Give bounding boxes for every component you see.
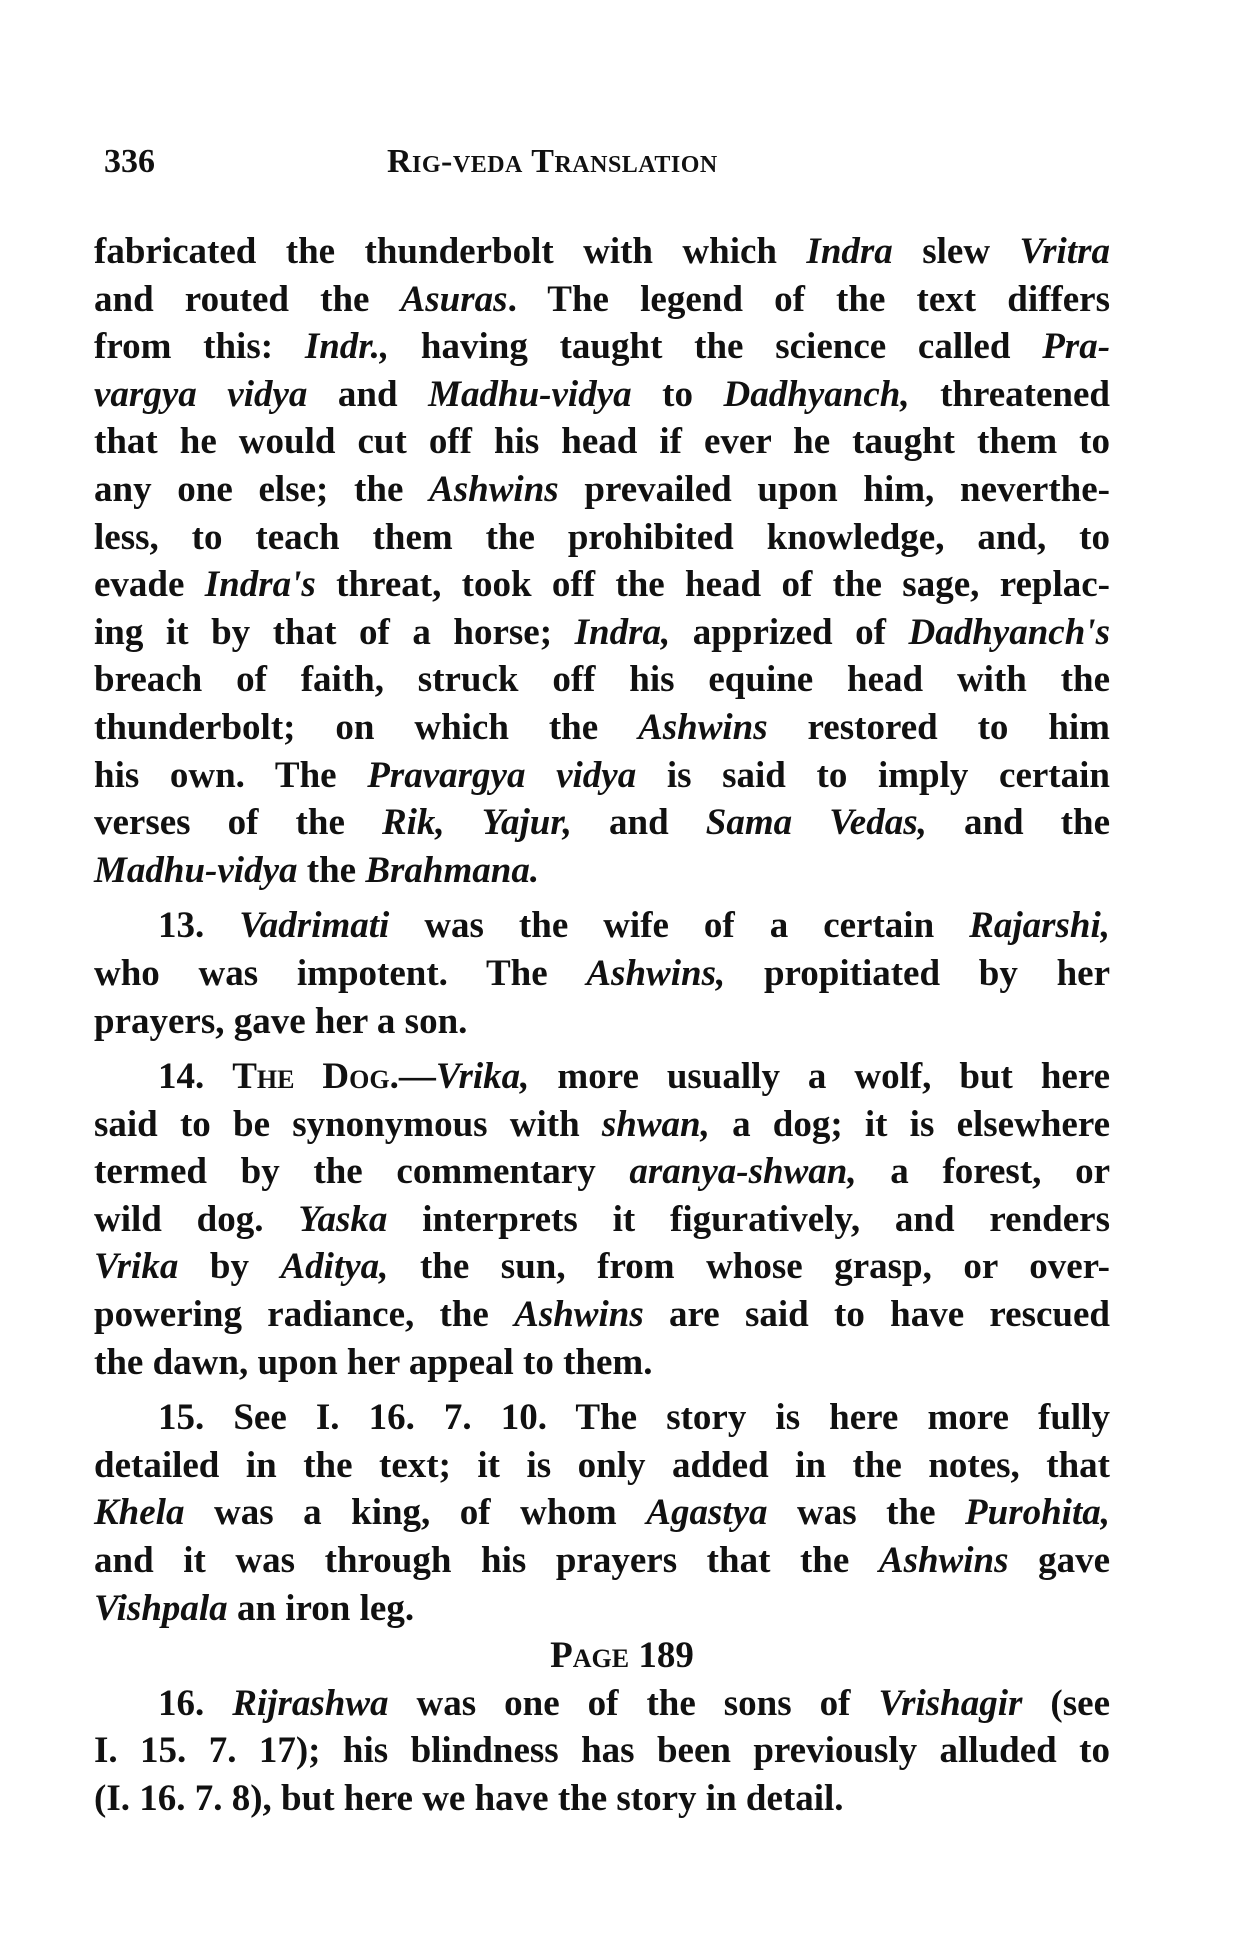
text-line: said to be synonymous with shwan, a dog; it is elsewhere xyxy=(94,1103,1110,1145)
text-line: fabricated the thunderbolt with which Indra slew Vritra xyxy=(94,231,1110,272)
text-line: Khela was a king, of whom Agastya was the Purohita, xyxy=(94,1492,1110,1534)
text-line: I. 15. 7. 17); his blindness has been previously alluded to xyxy=(94,1730,1110,1772)
text-line: and it was through his prayers that the Ashwins gave xyxy=(94,1540,1110,1582)
note-13 xyxy=(94,902,1110,1045)
text-line: from this: Indr., having taught the science called Pra- xyxy=(94,326,1111,368)
text-line: 15. See I. 16. 7. 10. The story is here more fully xyxy=(158,1397,1110,1439)
page-number: 336 xyxy=(104,143,155,180)
text-line: vargya vidya and Madhu-vidya to Dadhyanch, threatened xyxy=(94,373,1111,415)
text-line: who was impotent. The Ashwins, propitiated by her xyxy=(94,952,1110,994)
note-14 xyxy=(94,1053,1110,1386)
text-line: 14. The Dog.—Vrika, more usually a wolf, but here xyxy=(158,1056,1110,1098)
note-15 xyxy=(94,1394,1110,1632)
text-line: 13. Vadrimati was the wife of a certain Rajarshi, xyxy=(158,905,1111,947)
text-line: detailed in the text; it is only added in the notes, that xyxy=(94,1444,1110,1486)
text-line: Madhu-vidya the Brahmana. xyxy=(94,849,540,891)
text-line: Vrika by Aditya, the sun, from whose grasp, or over- xyxy=(94,1246,1110,1288)
text-line: less, to teach them the prohibited knowledge, and, to xyxy=(94,516,1110,558)
running-title: Rig-veda Translation xyxy=(387,143,718,180)
text-line: evade Indra's threat, took off the head of the sage, replac- xyxy=(94,564,1110,606)
text-line: verses of the Rik, Yajur, and Sama Vedas, and the xyxy=(94,802,1110,844)
text-line: prayers, gave her a son. xyxy=(94,1000,468,1042)
section-heading: Page 189 xyxy=(550,1635,694,1677)
text-line: the dawn, upon her appeal to them. xyxy=(94,1341,653,1383)
text-line: his own. The Pravargya vidya is said to imply certain xyxy=(94,754,1110,796)
text-line: and routed the Asuras. The legend of the text differs xyxy=(94,278,1110,320)
text-line: breach of faith, struck off his equine head with the xyxy=(94,659,1110,701)
note-12-continued xyxy=(94,228,1110,894)
page-body xyxy=(94,228,1110,1823)
text-line: that he would cut off his head if ever he taught them to xyxy=(94,421,1110,463)
text-line: powering radiance, the Ashwins are said to have rescued xyxy=(94,1294,1110,1336)
page-header xyxy=(104,143,864,193)
text-line: termed by the commentary aranya-shwan, a forest, or xyxy=(94,1151,1110,1193)
note-16 xyxy=(94,1680,1110,1823)
text-line: any one else; the Ashwins prevailed upon him, neverthe- xyxy=(94,468,1110,510)
text-line: wild dog. Yaska interprets it figuratively, and renders xyxy=(94,1198,1110,1240)
text-line: 16. Rijrashwa was one of the sons of Vrishagir (see xyxy=(158,1682,1110,1724)
text-line: ing it by that of a horse; Indra, apprized of Dadhyanch's xyxy=(94,611,1110,653)
text-line: Vishpala an iron leg. xyxy=(94,1587,415,1629)
text-line: thunderbolt; on which the Ashwins restored to him xyxy=(94,706,1111,748)
text-line: (I. 16. 7. 8), but here we have the story in detail. xyxy=(94,1778,844,1819)
